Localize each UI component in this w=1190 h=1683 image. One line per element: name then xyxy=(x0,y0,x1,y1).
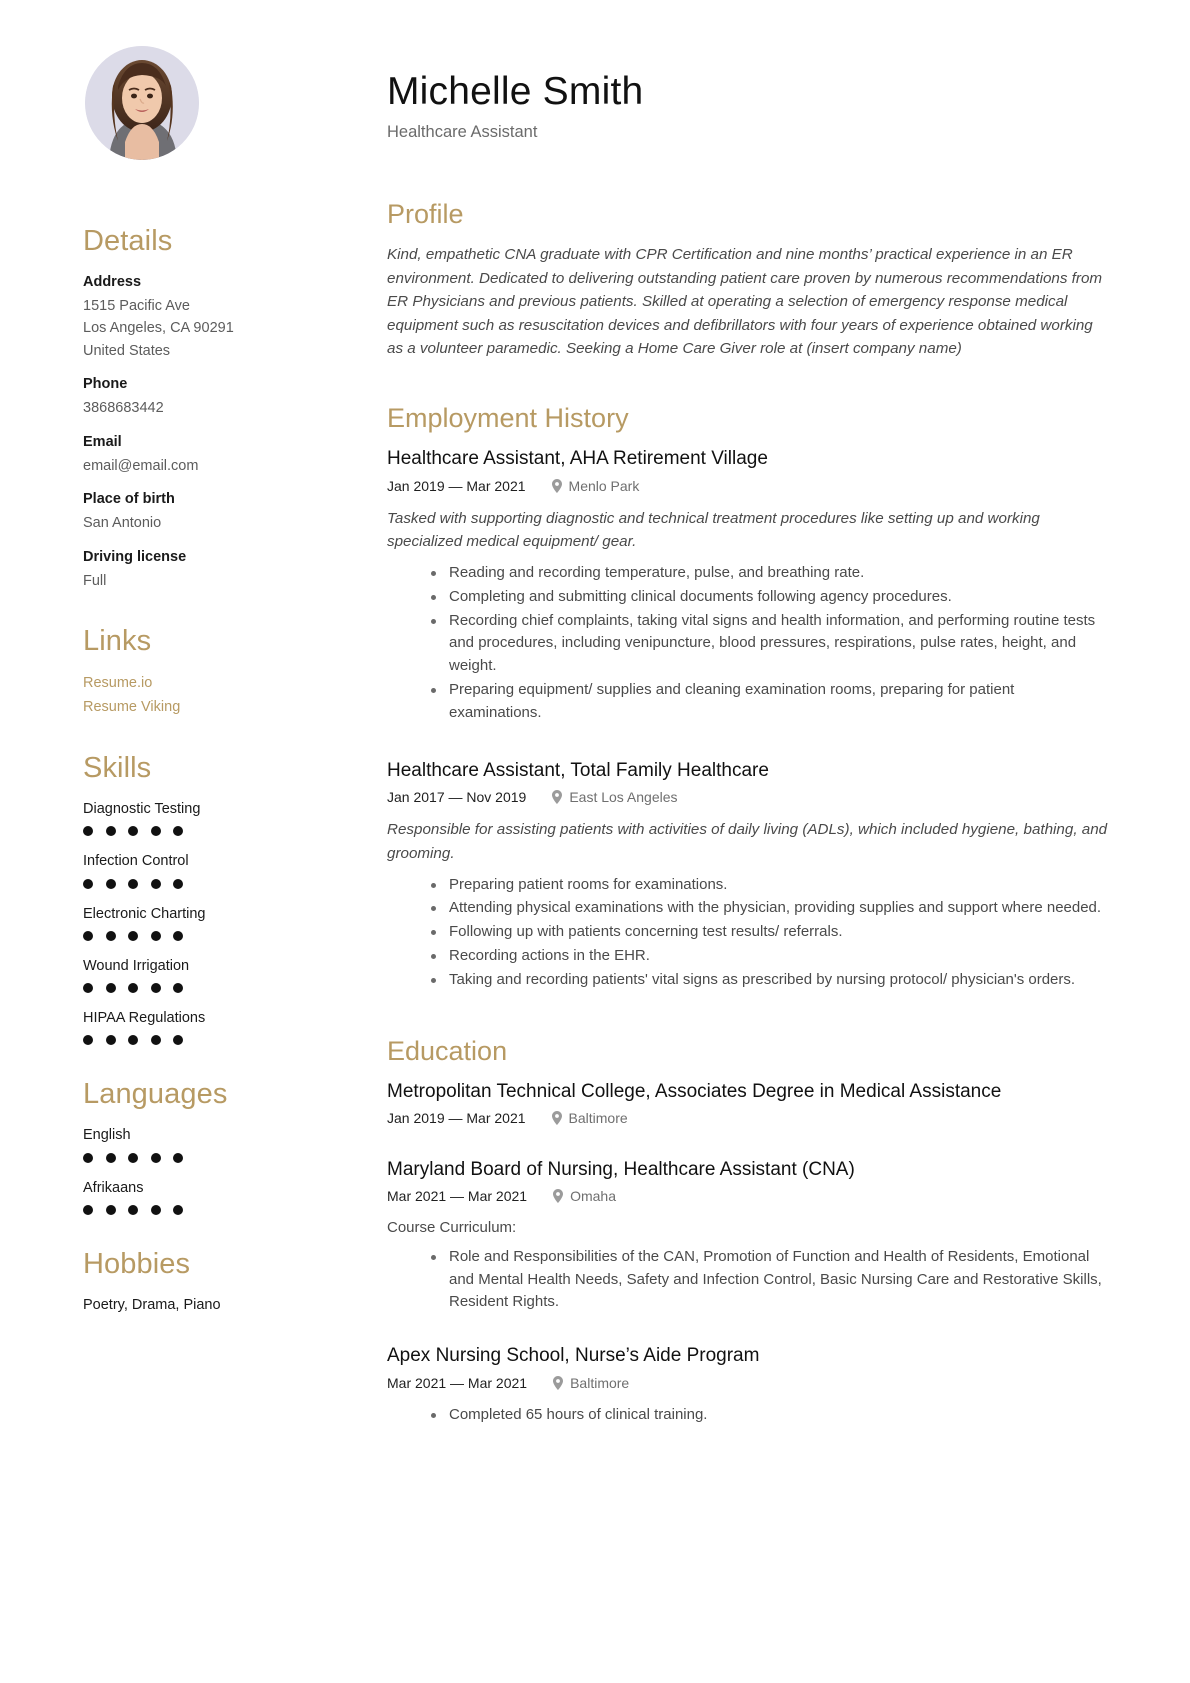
employment-description: Responsible for assisting patients with activities of daily living (ADLs), which included hygiene, bathing, and grooming. xyxy=(387,821,1108,863)
language-item xyxy=(83,1125,351,1162)
bullet-item: Preparing equipment/ supplies and cleaning examination rooms, preparing for patient examinations. xyxy=(431,679,1110,725)
rating-dot-filled xyxy=(83,931,93,941)
employment-title: Healthcare Assistant, Total Family Healthcare xyxy=(387,759,769,781)
sidebar-section-skills xyxy=(83,753,351,1045)
languages-heading: Languages xyxy=(83,1078,228,1111)
detail-value xyxy=(83,295,351,362)
link-resume-io[interactable]: Resume.io xyxy=(83,675,153,692)
location-pin-icon xyxy=(552,479,562,493)
language-rating-dots xyxy=(83,1205,351,1215)
education-meta xyxy=(387,1187,1110,1205)
skill-item xyxy=(83,904,351,941)
skill-rating-dots xyxy=(83,879,351,889)
rating-dot-filled xyxy=(83,1205,93,1215)
links-heading: Links xyxy=(83,625,152,658)
language-name: Afrikaans xyxy=(83,1179,144,1196)
detail-value: 3868683442 xyxy=(83,400,164,417)
skill-rating-dots xyxy=(83,1035,351,1045)
education-heading: Education xyxy=(387,1035,508,1066)
education-bullets xyxy=(387,1246,1110,1314)
education-entry xyxy=(387,1158,1110,1315)
rating-dot-filled xyxy=(128,826,138,836)
rating-dot-filled xyxy=(128,1153,138,1163)
skill-item xyxy=(83,956,351,993)
detail-field-phone xyxy=(83,374,351,419)
details-heading: Details xyxy=(83,225,173,257)
rating-dot-filled xyxy=(83,826,93,836)
skill-name: HIPAA Regulations xyxy=(83,1010,206,1027)
link-resume-viking[interactable]: Resume Viking xyxy=(83,698,181,715)
education-entry xyxy=(387,1344,1110,1427)
skill-name: Electronic Charting xyxy=(83,905,206,922)
sidebar-section-hobbies xyxy=(83,1249,351,1317)
skill-name: Diagnostic Testing xyxy=(83,801,201,817)
employment-date: Jan 2017 — Nov 2019 xyxy=(387,789,527,806)
bullet-item: Attending physical examinations with the physician, providing supplies and support where needed. xyxy=(431,897,1110,920)
skill-rating-dots xyxy=(83,931,351,941)
education-date: Mar 2021 — Mar 2021 xyxy=(387,1188,528,1205)
employment-entry xyxy=(387,447,1110,725)
address-line-3: United States xyxy=(83,342,171,359)
employment-bullets xyxy=(387,562,1110,725)
rating-dot-filled xyxy=(173,879,183,889)
rating-dot-filled xyxy=(173,1035,183,1045)
employment-entry xyxy=(387,759,1110,992)
employment-meta xyxy=(387,477,1110,495)
education-bullets xyxy=(387,1404,1110,1427)
profile-text: Kind, empathetic CNA graduate with CPR Certification and nine months’ practical experience in an ER environment. Dedicated to delivering outstanding patient care proven by numerous recommendations from ER Physicians and previous patients. Skilled at operating a selection of emergency response medical equipment such as resuscitation devices and defibrillators with four years of experience obtained working as a volunteer paramedic. Seeking a Home Care Giver role at (insert company name) xyxy=(387,246,1103,358)
sidebar-section-languages xyxy=(83,1079,351,1214)
bullet-item: Recording chief complaints, taking vital signs and health information, and performing routine tests and procedures, including venipuncture, blood pressures, respirations, pulse rates, height, and weight. xyxy=(431,610,1110,678)
detail-label: Address xyxy=(83,273,142,290)
rating-dot-filled xyxy=(128,879,138,889)
sidebar-section-links xyxy=(83,626,351,719)
location-pin-icon xyxy=(553,1189,563,1203)
skills-heading: Skills xyxy=(83,752,152,785)
skill-rating-dots xyxy=(83,983,351,993)
section-employment-history xyxy=(387,403,1110,992)
skill-name: Infection Control xyxy=(83,853,189,870)
skill-name: Wound Irrigation xyxy=(83,957,190,974)
rating-dot-filled xyxy=(83,983,93,993)
avatar xyxy=(85,46,199,160)
rating-dot-filled xyxy=(83,879,93,889)
employment-title: Healthcare Assistant, AHA Retirement Village xyxy=(387,448,768,470)
employment-bullets xyxy=(387,874,1110,992)
rating-dot-filled xyxy=(151,1205,161,1215)
employment-meta xyxy=(387,788,1110,806)
bullet-item: Taking and recording patients' vital signs as prescribed by nursing protocol/ physician's orders. xyxy=(431,969,1110,992)
rating-dot-filled xyxy=(128,1205,138,1215)
rating-dot-filled xyxy=(83,1035,93,1045)
bullet-item: Reading and recording temperature, pulse, and breathing rate. xyxy=(431,562,1110,585)
rating-dot-filled xyxy=(151,983,161,993)
rating-dot-filled xyxy=(151,826,161,836)
employment-location xyxy=(552,477,640,495)
education-location-label: Baltimore xyxy=(570,1374,630,1391)
detail-label: Place of birth xyxy=(83,491,175,508)
avatar-photo-icon xyxy=(85,46,199,160)
rating-dot-filled xyxy=(106,879,116,889)
rating-dot-filled xyxy=(151,879,161,889)
education-location xyxy=(553,1374,629,1392)
detail-value: San Antonio xyxy=(83,515,162,532)
rating-dot-filled xyxy=(128,983,138,993)
sidebar-section-details xyxy=(83,226,351,592)
section-education xyxy=(387,1036,1110,1427)
education-date: Jan 2019 — Mar 2021 xyxy=(387,1110,526,1127)
bullet-item: Recording actions in the EHR. xyxy=(431,945,1110,968)
employment-description: Tasked with supporting diagnostic and technical treatment procedures like setting up and working specialized medical equipment/ gear. xyxy=(387,509,1040,551)
address-line-2: Los Angeles, CA 90291 xyxy=(83,320,234,337)
rating-dot-filled xyxy=(151,1035,161,1045)
detail-label: Email xyxy=(83,433,122,450)
profile-heading: Profile xyxy=(387,199,464,230)
education-location xyxy=(553,1187,616,1205)
detail-value: Full xyxy=(83,572,107,589)
location-pin-icon xyxy=(552,1111,562,1125)
detail-field-email xyxy=(83,432,351,477)
rating-dot-filled xyxy=(151,931,161,941)
hobbies-heading: Hobbies xyxy=(83,1247,191,1280)
rating-dot-filled xyxy=(173,983,183,993)
detail-label: Phone xyxy=(83,376,128,393)
education-note: Course Curriculum: xyxy=(387,1219,517,1237)
language-rating-dots xyxy=(83,1153,351,1163)
main-column xyxy=(375,46,1110,1683)
bullet-item: Role and Responsibilities of the CAN, Promotion of Function and Health of Residents, Emotional and Mental Health Needs, Safety and Infection Control, Basic Nursing Care and Restorative Skills, Resident Rights. xyxy=(431,1246,1110,1314)
detail-field-place-of-birth xyxy=(83,489,351,534)
rating-dot-filled xyxy=(128,1035,138,1045)
skill-item xyxy=(83,799,351,836)
education-title: Apex Nursing School, Nurse’s Aide Program xyxy=(387,1345,760,1367)
education-title: Metropolitan Technical College, Associates Degree in Medical Assistance xyxy=(387,1080,1002,1102)
rating-dot-filled xyxy=(173,1153,183,1163)
rating-dot-filled xyxy=(106,1205,116,1215)
bullet-item: Preparing patient rooms for examinations. xyxy=(431,874,1110,897)
sidebar xyxy=(83,46,375,1683)
employment-location-label: Menlo Park xyxy=(568,477,640,494)
section-profile xyxy=(387,199,1110,361)
education-entry xyxy=(387,1080,1110,1128)
rating-dot-filled xyxy=(151,1153,161,1163)
detail-field-driving-license xyxy=(83,547,351,592)
employment-location xyxy=(552,788,677,806)
location-pin-icon xyxy=(553,1376,563,1390)
rating-dot-filled xyxy=(106,1153,116,1163)
education-location-label: Omaha xyxy=(570,1188,616,1205)
address-line-1: 1515 Pacific Ave xyxy=(83,297,190,314)
hobbies-text: Poetry, Drama, Piano xyxy=(83,1296,221,1313)
rating-dot-filled xyxy=(83,1153,93,1163)
bullet-item: Following up with patients concerning test results/ referrals. xyxy=(431,921,1110,944)
bullet-item: Completed 65 hours of clinical training. xyxy=(431,1404,1110,1427)
skill-item xyxy=(83,1008,351,1045)
language-item xyxy=(83,1178,351,1215)
education-location xyxy=(552,1109,628,1127)
education-meta xyxy=(387,1109,1110,1127)
education-title: Maryland Board of Nursing, Healthcare Assistant (CNA) xyxy=(387,1158,855,1180)
rating-dot-filled xyxy=(173,826,183,836)
detail-field-address xyxy=(83,272,351,362)
education-location-label: Baltimore xyxy=(568,1110,628,1127)
rating-dot-filled xyxy=(128,931,138,941)
bullet-item: Completing and submitting clinical documents following agency procedures. xyxy=(431,586,1110,609)
employment-date: Jan 2019 — Mar 2021 xyxy=(387,477,526,494)
employment-location-label: East Los Angeles xyxy=(569,789,678,806)
skill-item xyxy=(83,851,351,888)
rating-dot-filled xyxy=(106,1035,116,1045)
language-name: English xyxy=(83,1127,131,1144)
detail-label: Driving license xyxy=(83,548,187,565)
location-pin-icon xyxy=(552,790,562,804)
skill-rating-dots xyxy=(83,826,351,836)
rating-dot-filled xyxy=(106,826,116,836)
rating-dot-filled xyxy=(173,931,183,941)
rating-dot-filled xyxy=(173,1205,183,1215)
education-date: Mar 2021 — Mar 2021 xyxy=(387,1374,528,1391)
page-title: Michelle Smith xyxy=(387,70,644,113)
education-meta xyxy=(387,1374,1110,1392)
detail-value: email@email.com xyxy=(83,457,199,474)
employment-heading: Employment History xyxy=(387,402,629,433)
rating-dot-filled xyxy=(106,931,116,941)
job-title: Healthcare Assistant xyxy=(387,122,538,141)
rating-dot-filled xyxy=(106,983,116,993)
